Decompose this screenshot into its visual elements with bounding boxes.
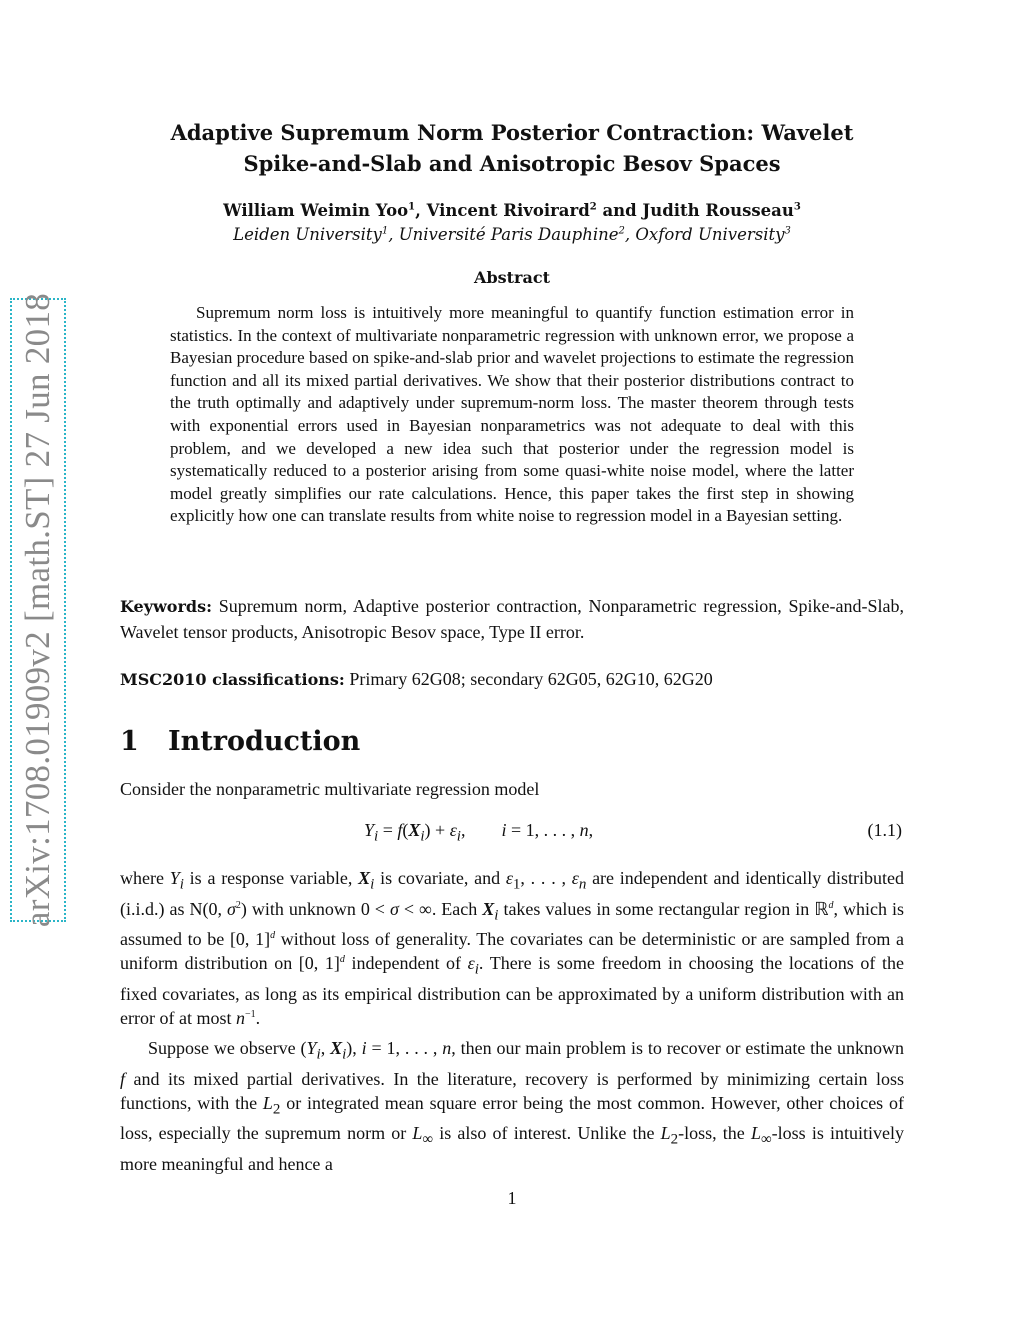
affiliation-separator: ,	[388, 225, 399, 244]
section-heading	[120, 724, 360, 760]
section-title: Introduction	[168, 726, 361, 757]
affiliation: Université Paris Dauphine	[398, 225, 619, 244]
equation-1-1	[120, 820, 904, 846]
section-number: 1	[120, 726, 139, 757]
author-name: William Weimin Yoo	[223, 201, 409, 220]
body-paragraph: where $Y_i$ is a response variable, $X_i$ is covariate, and $\varepsilon_1$, . . . , $\varepsilon_n$ are independent and identically distributed (i.i.d.) as N(0, $\sigma^2$) with unknown 0 < σ < ∞. Each $X_i$ takes values in some rectangular region in ℝ$^d$, which is assumed to be [0, 1]$^d$ without loss of generality. The covariates can be deterministic or are sampled from a uniform distribution on [0, 1]$^d$ independent of $\varepsilon_i$. There is some freedom in choosing the locations of the fixed covariates, as long as its empirical distribution can be approximated by a uniform distribution with an error of at most $n^{-1}$.	[120, 868, 905, 1028]
affiliation-superscript: 3	[784, 225, 791, 237]
keywords-text: Supremum norm, Adaptive posterior contraction, Nonparametric regression, Spike-and-Slab, Wavelet tensor products, Anisotropic Besov space, Type II error.	[120, 596, 905, 642]
author-name: Judith Rousseau	[642, 201, 794, 220]
affiliation-separator: ,	[624, 225, 636, 244]
affiliation-superscript: 1	[381, 225, 389, 237]
author-separator: ,	[415, 201, 427, 220]
abstract-heading: Abstract	[474, 268, 550, 287]
page-number: 1	[507, 1188, 517, 1208]
intro-paragraph: Consider the nonparametric multivariate regression model	[120, 779, 540, 799]
author-superscript: 3	[793, 201, 801, 213]
author-superscript: 1	[408, 201, 416, 213]
msc-label: MSC2010 classifications:	[120, 670, 345, 689]
affiliation-list	[120, 223, 904, 247]
paper-title: Adaptive Supremum Norm Posterior Contraction: Wavelet Spike-and-Slab and Anisotropic Besov Spaces	[170, 120, 854, 176]
affiliation-superscript: 2	[618, 225, 625, 237]
affiliation: Oxford University	[635, 225, 785, 244]
author-name: Vincent Rivoirard	[426, 201, 590, 220]
author-list	[120, 199, 904, 223]
arxiv-stamp[interactable]	[10, 292, 66, 928]
author-superscript: 2	[589, 201, 597, 213]
msc-classifications	[120, 667, 904, 692]
msc-text: Primary 62G08; secondary 62G05, 62G10, 62G20	[349, 669, 713, 689]
equation-number: (1.1)	[867, 820, 902, 840]
body-paragraph: Suppose we observe ($Y_i$, $X_i$), i = 1, . . . , n, then our main problem is to recover or estimate the unknown f and its mixed partial derivatives. In the literature, recovery is performed by minimizing certain loss functions, with the $L_2$ or integrated mean square error being the most common. However, other choices of loss, especially the supremum norm or $L_\infty$ is also of interest. Unlike the $L_2$-loss, the $L_\infty$-loss is intuitively more meaningful and hence a	[120, 1038, 905, 1174]
keywords	[120, 594, 904, 644]
arxiv-identifier[interactable]: arXiv:1708.01909v2 [math.ST] 27 Jun 2018	[18, 292, 57, 928]
author-separator: and	[596, 201, 643, 220]
keywords-label: Keywords:	[120, 597, 213, 616]
affiliation: Leiden University	[233, 225, 382, 244]
abstract-text: Supremum norm loss is intuitively more meaningful to quantify function estimation error in statistics. In the context of multivariate nonparametric regression with unknown error, we propose a Bayesian procedure based on spike-and-slab prior and wavelet projections to estimate the regression function and all its mixed partial derivatives. We show that their posterior distributions contract to the truth optimally and adaptively under supremum-norm loss. The master theorem through tests with exponential errors used in Bayesian nonparametrics was not adequate to deal with this problem, and we developed a new idea such that posterior under the regression model is systematically reduced to a posterior arising from some quasi-white noise model, where the latter model greatly simplifies our rate calculations. Hence, this paper takes the first step in showing explicitly how one can translate results from white noise to regression model in a Bayesian setting.	[170, 303, 854, 526]
equation-body: $Y_i = f(X_i) + \varepsilon_i$, i = 1, . . . , n,	[364, 820, 594, 845]
